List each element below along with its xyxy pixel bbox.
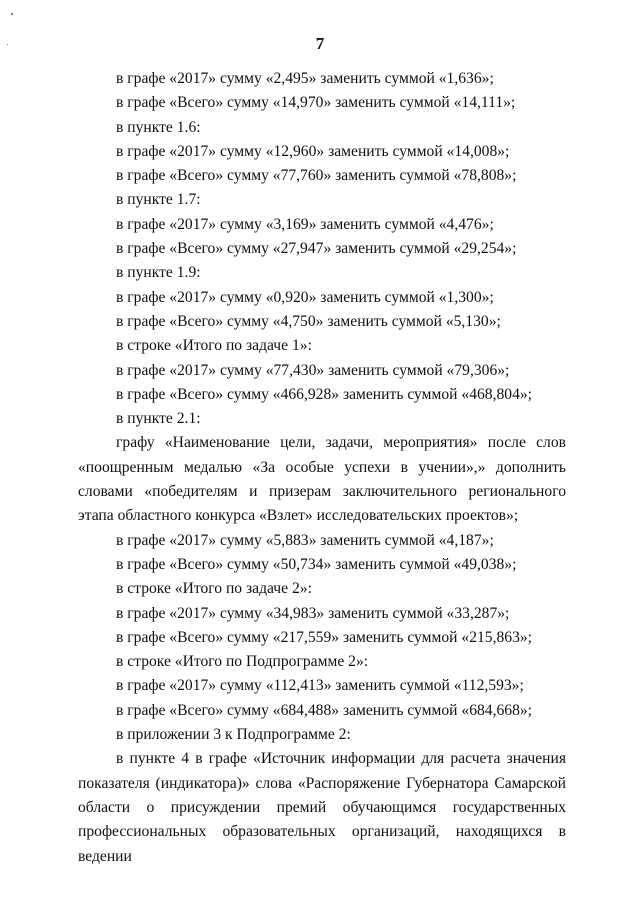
- text-line: в графе «2017» сумму «77,430» заменить суммой «79,306»;: [116, 361, 510, 379]
- text-line: в строке «Итого по задаче 1»:: [116, 337, 312, 355]
- text-line: в графе «Всего» сумму «466,928» заменить суммой «468,804»;: [116, 385, 533, 403]
- document-body: [78, 67, 566, 869]
- text-line: в пункте 2.1:: [116, 410, 201, 428]
- text-line: в приложении 3 к Подпрограмме 2:: [116, 726, 351, 744]
- text-line: в графе «2017» сумму «34,983» заменить суммой «33,287»;: [116, 604, 510, 622]
- text-line: в графе «2017» сумму «2,495» заменить суммой «1,636»;: [116, 70, 494, 87]
- text-line: в строке «Итого по Подпрограмме 2»:: [116, 653, 369, 671]
- text-line: в графе «2017» сумму «112,413» заменить суммой «112,593»;: [116, 677, 524, 695]
- text-line: в графе «2017» сумму «5,883» заменить суммой «4,187»;: [116, 531, 494, 549]
- text-line: в графе «2017» сумму «3,169» заменить суммой «4,476»;: [116, 215, 494, 233]
- text-line: в графе «2017» сумму «12,960» заменить суммой «14,008»;: [116, 142, 510, 160]
- text-line: в графе «Всего» сумму «50,734» заменить суммой «49,038»;: [116, 555, 517, 573]
- paragraph: в пункте 4 в графе «Источник информации для расчета значения показателя (индикатора)» слова «Распоряжение Губернатора Самарской области о присуждении премий обучающимся государственных профессиональных образовательных организаций, находящихся в ведении: [78, 750, 566, 865]
- text-line: в строке «Итого по задаче 2»:: [116, 580, 312, 598]
- text-line: в графе «Всего» сумму «27,947» заменить суммой «29,254»;: [116, 240, 517, 258]
- text-line: в графе «Всего» сумму «217,559» заменить суммой «215,863»;: [116, 628, 533, 646]
- text-line: в графе «Всего» сумму «684,488» заменить суммой «684,668»;: [116, 701, 533, 719]
- paragraph: графу «Наименование цели, задачи, мероприятия» после слов «поощренным медалью «За особые успехи в учении»,» дополнить словами «победителям и призерам заключительного регионального этапа областного конкурса «Взлет» исследовательских проектов»;: [78, 434, 566, 525]
- text-line: в графе «Всего» сумму «4,750» заменить суммой «5,130»;: [116, 312, 501, 330]
- page-number: 7: [315, 34, 325, 53]
- text-line: в графе «Всего» сумму «77,760» заменить суммой «78,808»;: [116, 167, 517, 185]
- text-line: в графе «2017» сумму «0,920» заменить суммой «1,300»;: [116, 288, 494, 306]
- scan-speck: [11, 13, 13, 15]
- text-line: в пункте 1.6:: [116, 118, 201, 136]
- text-line: в пункте 1.7:: [116, 191, 201, 209]
- text-line: в графе «Всего» сумму «14,970» заменить суммой «14,111»;: [116, 94, 516, 112]
- text-line: в пункте 1.9:: [116, 264, 201, 282]
